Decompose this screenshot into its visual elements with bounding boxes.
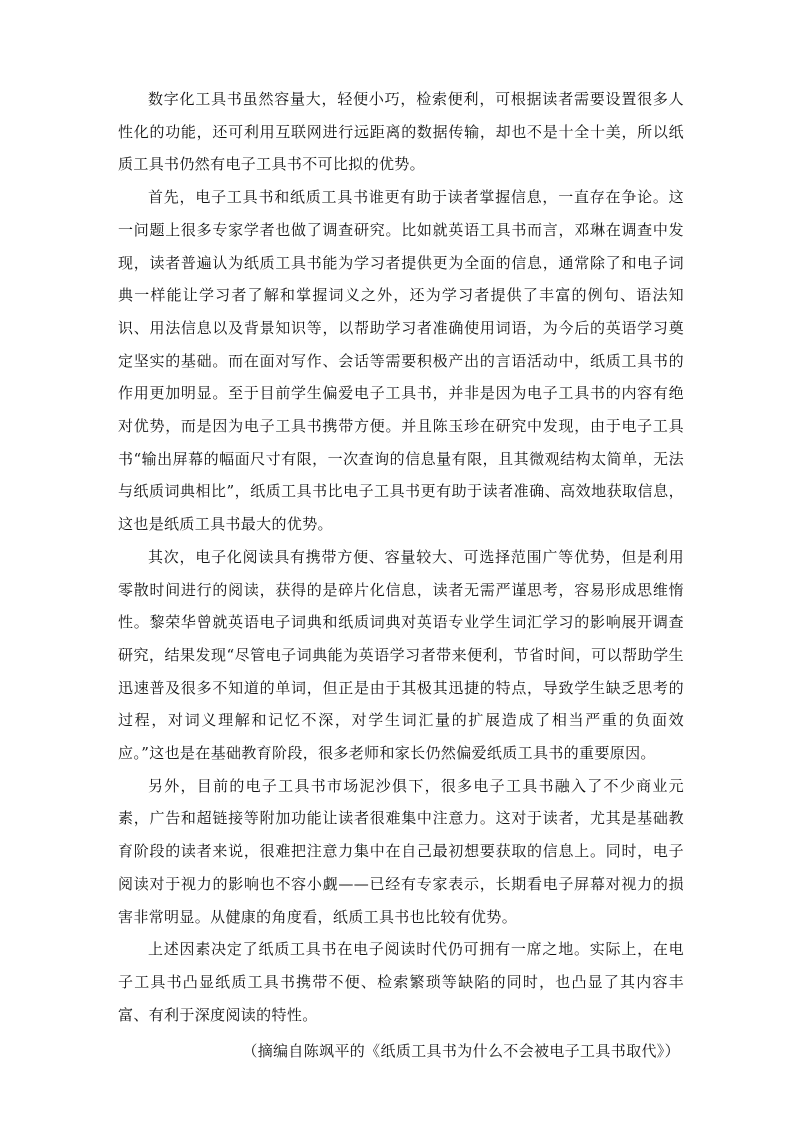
document-page [118, 83, 684, 1067]
paragraph-3: 其次，电子化阅读具有携带方便、容量较大、可选择范围广等优势，但是利用零散时间进行的阅读，获得的是碎片化信息，读者无需严谨思考，容易形成思维惰性。黎荣华曾就英语电子词典和纸质词典对英语专业学生词汇学习的影响展开调查研究，结果发现“尽管电子词典能为英语学习者带来便利，节省时间，可以帮助学生迅速普及很多不知道的单词，但正是由于其极其迅捷的特点，导致学生缺乏思考的过程，对词义理解和记忆不深，对学生词汇量的扩展造成了相当严重的负面效应。”这也是在基础教育阶段，很多老师和家长仍然偏爱纸质工具书的重要原因。 [118, 547, 684, 763]
source-citation: （摘编自陈飒平的《纸质工具书为什么不会被电子工具书取代》） [242, 1042, 680, 1061]
paragraph-5: 上述因素决定了纸质工具书在电子阅读时代仍可拥有一席之地。实际上，在电子工具书凸显纸质工具书携带不便、检索繁琐等缺陷的同时，也凸显了其内容丰富、有利于深度阅读的特性。 [118, 940, 684, 1024]
paragraph-1: 数字化工具书虽然容量大，轻便小巧，检索便利，可根据读者需要设置很多人性化的功能，还可利用互联网进行远距离的数据传输，却也不是十全十美，所以纸质工具书仍然有电子工具书不可比拟的优势。 [118, 90, 684, 174]
paragraph-2: 首先，电子工具书和纸质工具书谁更有助于读者掌握信息，一直存在争论。这一问题上很多专家学者也做了调查研究。比如就英语工具书而言，邓琳在调查中发现，读者普遍认为纸质工具书能为学习者提供更为全面的信息，通常除了和电子词典一样能让学习者了解和掌握词义之外，还为学习者提供了丰富的例句、语法知识、用法信息以及背景知识等，以帮助学习者准确使用词语，为今后的英语学习奠定坚实的基础。而在面对写作、会话等需要积极产出的言语活动中，纸质工具书的作用更加明显。至于目前学生偏爱电子工具书，并非是因为电子工具书的内容有绝对优势，而是因为电子工具书携带方便。并且陈玉珍在研究中发现，由于电子工具书“输出屏幕的幅面尺寸有限，一次查询的信息量有限，且其微观结构太简单，无法与纸质词典相比”，纸质工具书比电子工具书更有助于读者准确、高效地获取信息，这也是纸质工具书最大的优势。 [118, 188, 684, 534]
paragraph-4: 另外，目前的电子工具书市场泥沙俱下，很多电子工具书融入了不少商业元素，广告和超链接等附加功能让读者很难集中注意力。这对于读者，尤其是基础教育阶段的读者来说，很难把注意力集中在自己最初想要获取的信息上。同时，电子阅读对于视力的影响也不容小觑——已经有专家表示，长期看电子屏幕对视力的损害非常明显。从健康的角度看，纸质工具书也比较有优势。 [118, 776, 684, 926]
